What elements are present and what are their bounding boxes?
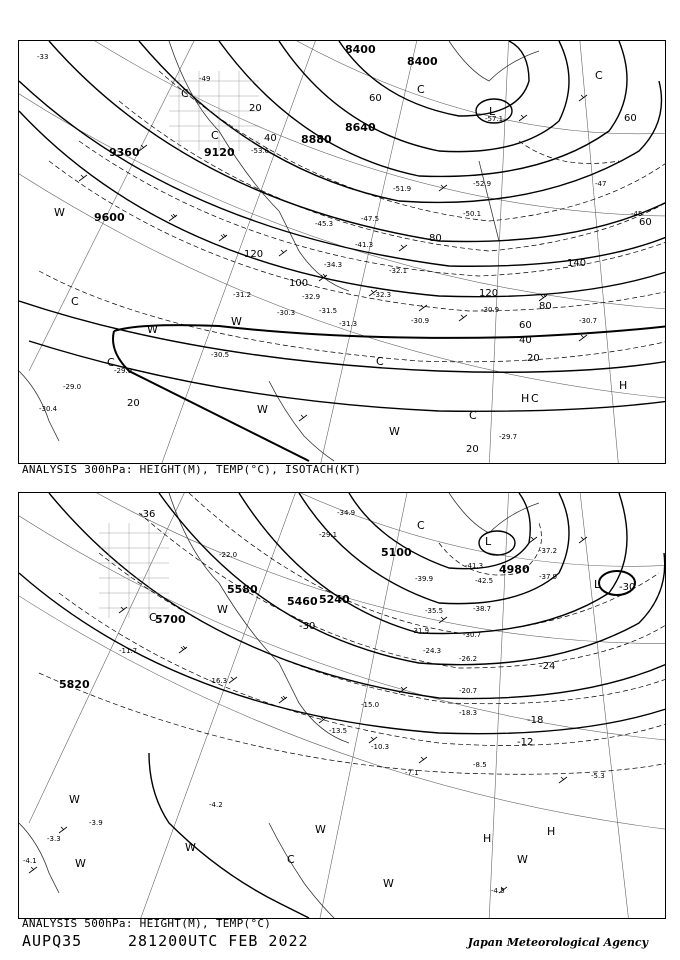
cold-symbol: C — [71, 295, 79, 308]
station-temp: -30.7 — [463, 631, 482, 639]
high-symbol: H — [619, 379, 628, 392]
station-temp: -30.9 — [411, 317, 430, 325]
isotach-label: 20 — [127, 398, 140, 409]
isotach-label: 60 — [369, 93, 382, 104]
warm-symbol: W — [389, 425, 400, 438]
station-temp: -42.5 — [475, 577, 494, 585]
station-temp: -32.9 — [302, 293, 321, 301]
warm-symbol: W — [75, 857, 86, 870]
cold-symbol: C — [531, 392, 539, 405]
cold-symbol: C — [417, 83, 425, 96]
isotach-label: 20 — [466, 444, 479, 455]
agency-name: Japan Meteorological Agency — [467, 936, 648, 949]
station-temp: -11.7 — [119, 647, 138, 655]
analysis-time: 281200UTC FEB 2022 — [128, 932, 309, 950]
station-temp: -50.1 — [463, 210, 482, 218]
station-temp: -30.7 — [579, 317, 598, 325]
height-label: 5240 — [319, 593, 350, 606]
cold-symbol: C — [376, 355, 384, 368]
station-temp: -30.3 — [277, 309, 296, 317]
isotach-label: 60 — [624, 113, 637, 124]
station-temp: -38.7 — [473, 605, 492, 613]
cold-symbol: C — [107, 356, 115, 369]
low-symbol: L — [594, 578, 601, 591]
panel-300-caption: ANALYSIS 300hPa: HEIGHT(M), TEMP(°C), ISOTACH(KT) — [22, 463, 362, 476]
cold-symbol: C — [149, 611, 157, 624]
isotherm-label: -36 — [139, 509, 156, 520]
station-temp: -30.9 — [481, 306, 500, 314]
station-temp: -29.1 — [319, 531, 338, 539]
cold-symbol: C — [417, 519, 425, 532]
warm-symbol: W — [185, 841, 196, 854]
height-label: 9360 — [109, 146, 140, 159]
graticule — [19, 41, 665, 463]
height-label: 5820 — [59, 678, 90, 691]
height-label: 5100 — [381, 546, 412, 559]
height-label: 5700 — [155, 613, 186, 626]
station-temp: -29.9 — [114, 367, 133, 375]
station-temp: -10.3 — [371, 743, 390, 751]
isotach-label: 140 — [567, 258, 587, 269]
station-temp: -13.5 — [329, 727, 348, 735]
station-temp: -57.1 — [485, 115, 504, 123]
station-temp: -20.7 — [459, 687, 478, 695]
low-symbol: L — [485, 535, 492, 548]
isotherm-label: -24 — [539, 661, 556, 672]
high-symbol: H — [547, 825, 556, 838]
station-temp: -5.3 — [591, 772, 605, 780]
station-temp: -53.6 — [251, 147, 270, 155]
hatched-area — [99, 523, 169, 618]
warm-symbol: W — [147, 323, 158, 336]
isotherm-label: -18 — [527, 715, 544, 726]
warm-symbol: W — [54, 206, 65, 219]
height-label: 5580 — [227, 583, 258, 596]
station-temp: -34.9 — [337, 509, 356, 517]
station-temp: -34.3 — [324, 261, 343, 269]
low-symbol: L — [489, 105, 496, 118]
high-symbol: H — [483, 832, 492, 845]
station-temp: -49 — [199, 75, 211, 83]
station-temp: -45.3 — [315, 220, 334, 228]
station-temp: -41.3 — [465, 562, 484, 570]
height-label: 8640 — [345, 121, 376, 134]
isotach-lines — [39, 71, 665, 362]
isotach-label: 40 — [519, 335, 532, 346]
station-temp: -16.3 — [209, 677, 228, 685]
station-temp: -18.3 — [459, 709, 478, 717]
station-temp: -35.5 — [425, 607, 444, 615]
height-label: 9600 — [94, 211, 125, 224]
height-label: 9120 — [204, 146, 235, 159]
isotherm-label: -30 — [299, 621, 316, 632]
cold-symbol: C — [211, 129, 219, 142]
high-symbol: H — [521, 392, 530, 405]
station-temp: -52.9 — [473, 180, 492, 188]
isotach-label: 60 — [639, 217, 652, 228]
height-contours — [19, 41, 665, 411]
height-label: 4980 — [499, 563, 530, 576]
isotach-label: 80 — [539, 301, 552, 312]
station-temps — [37, 53, 642, 441]
isotach-label: 20 — [527, 353, 540, 364]
station-temp: -29.7 — [499, 433, 518, 441]
warm-symbol: W — [217, 603, 228, 616]
isotherm-label: -12 — [517, 737, 534, 748]
warm-symbol: W — [257, 403, 268, 416]
warm-symbol: W — [231, 315, 242, 328]
station-temp: -4.2 — [209, 801, 223, 809]
height-label: 8400 — [345, 43, 376, 56]
warm-symbol: W — [315, 823, 326, 836]
isotach-label: 60 — [519, 320, 532, 331]
height-label: 8400 — [407, 55, 438, 68]
station-temp: -47 — [595, 180, 607, 188]
station-temp: -31.9 — [411, 627, 430, 635]
station-temp: -4.5 — [491, 887, 505, 895]
station-temp: -31.2 — [233, 291, 252, 299]
panel-500-caption: ANALYSIS 500hPa: HEIGHT(M), TEMP(°C) — [22, 917, 272, 930]
coastline — [19, 493, 539, 918]
isotach-label: 80 — [429, 233, 442, 244]
bulletin-code: AUPQ35 — [22, 932, 83, 950]
station-temp: -37.2 — [539, 547, 558, 555]
station-temp: -30.5 — [211, 351, 230, 359]
height-label: 5460 — [287, 595, 318, 608]
map-300hpa-svg — [19, 41, 665, 463]
station-temp: -31.3 — [339, 320, 358, 328]
station-temp: -32.3 — [373, 291, 392, 299]
cold-symbol: C — [181, 87, 189, 100]
height-contours — [19, 493, 665, 918]
map-panel-300hpa — [18, 40, 666, 464]
isotach-label: 120 — [479, 288, 499, 299]
station-temp: -37.9 — [539, 573, 558, 581]
station-temp: -31.5 — [319, 307, 338, 315]
station-temp: -39.9 — [415, 575, 434, 583]
isotach-label: 20 — [249, 103, 262, 114]
warm-symbol: W — [383, 877, 394, 890]
isotach-label: 40 — [264, 133, 277, 144]
isotach-label: 120 — [244, 249, 264, 260]
station-temp: -26.2 — [459, 655, 478, 663]
warm-symbol: W — [517, 853, 528, 866]
cold-symbol: C — [595, 69, 603, 82]
station-temp: -22.0 — [219, 551, 238, 559]
isotherm-lines — [39, 493, 665, 774]
station-temp: -3.3 — [47, 835, 61, 843]
coastline — [19, 41, 539, 461]
map-panel-500hpa — [18, 492, 666, 919]
station-temp: -3.9 — [89, 819, 103, 827]
warm-symbol: W — [69, 793, 80, 806]
map-500hpa-svg — [19, 493, 665, 918]
station-temp: -15.0 — [361, 701, 380, 709]
cold-symbol: C — [287, 853, 295, 866]
station-temp: -24.3 — [423, 647, 442, 655]
station-temp: -47.5 — [361, 215, 380, 223]
station-temp: -8.5 — [473, 761, 487, 769]
station-temp: -51.9 — [393, 185, 412, 193]
station-temp: -29.0 — [63, 383, 82, 391]
station-temp: -7.1 — [405, 769, 419, 777]
graticule — [19, 493, 665, 918]
station-temp: -30.4 — [39, 405, 58, 413]
station-temp: -45 — [631, 210, 643, 218]
station-temp: -33 — [37, 53, 49, 61]
height-label: 8880 — [301, 133, 332, 146]
isotach-label: 100 — [289, 278, 309, 289]
isotherm-label: -30 — [619, 582, 636, 593]
station-temp: -4.1 — [23, 857, 37, 865]
station-temp: -41.3 — [355, 241, 374, 249]
isotherm-labels — [139, 509, 635, 748]
cold-symbol: C — [469, 409, 477, 422]
station-temp: -32.1 — [389, 267, 408, 275]
